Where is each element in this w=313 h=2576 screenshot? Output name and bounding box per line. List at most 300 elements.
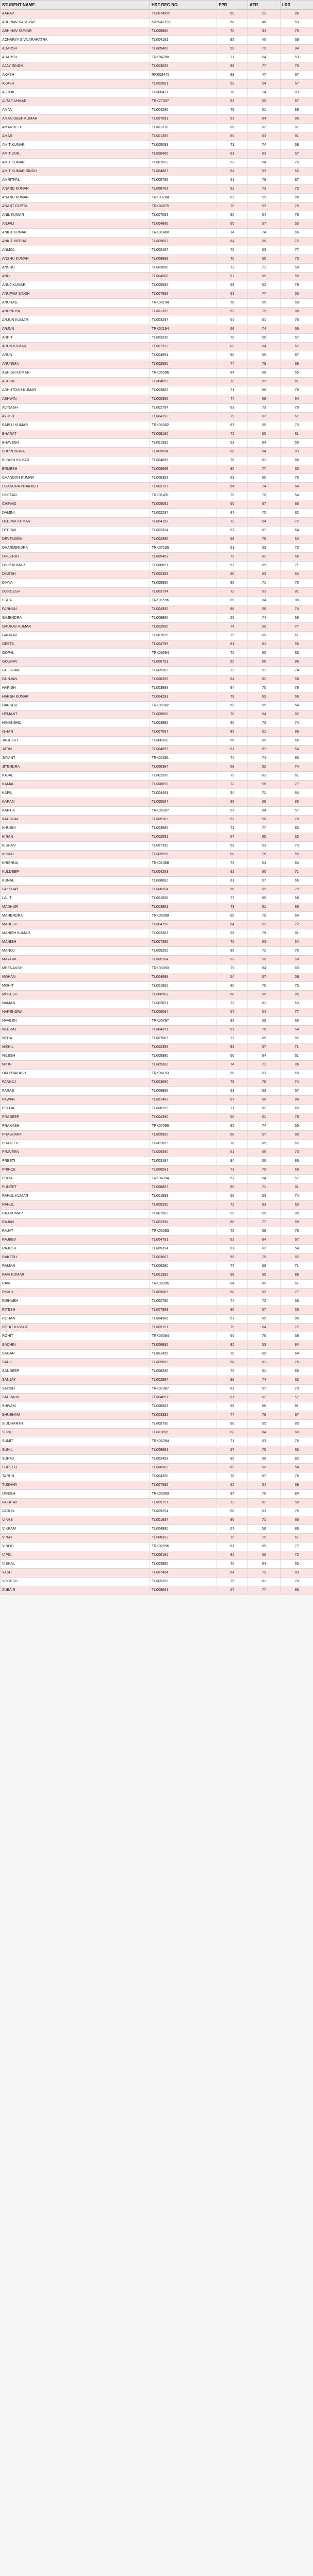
reg-no-cell: TLK07582 bbox=[150, 1210, 217, 1218]
table-row bbox=[1, 430, 313, 439]
afr-cell: 74 bbox=[248, 325, 281, 334]
student-name-cell: ANSHU bbox=[1, 264, 150, 273]
lrr-cell: 75 bbox=[281, 579, 313, 588]
ppr-cell: 61 bbox=[217, 290, 248, 299]
ppr-cell: 86 bbox=[217, 1218, 248, 1227]
ppr-cell: 52 bbox=[217, 185, 248, 194]
afr-cell: 64 bbox=[248, 1175, 281, 1183]
lrr-cell: 54 bbox=[281, 702, 313, 710]
lrr-cell: 72 bbox=[281, 1551, 313, 1560]
afr-cell: 61 bbox=[248, 1367, 281, 1376]
table-row bbox=[1, 19, 313, 27]
student-name-cell: JAYANT bbox=[1, 754, 150, 763]
student-name-cell: SAHIL bbox=[1, 1359, 150, 1367]
student-name-cell: PRIYA bbox=[1, 1175, 150, 1183]
lrr-cell: 82 bbox=[281, 710, 313, 719]
afr-cell: 59 bbox=[248, 1455, 281, 1464]
student-name-cell: ANIL KUMAR bbox=[1, 211, 150, 220]
afr-cell: 80 bbox=[248, 1464, 281, 1472]
reg-no-cell: TRK07195 bbox=[150, 544, 217, 553]
ppr-cell: 66 bbox=[217, 1192, 248, 1201]
lrr-cell: 86 bbox=[281, 728, 313, 737]
afr-cell: 77 bbox=[248, 1586, 281, 1595]
lrr-cell: 71 bbox=[281, 1262, 313, 1271]
table-row bbox=[1, 1429, 313, 1437]
afr-cell: 84 bbox=[248, 115, 281, 124]
reg-no-cell: TLK06384 bbox=[150, 763, 217, 772]
table-row bbox=[1, 185, 313, 194]
lrr-cell: 53 bbox=[281, 465, 313, 474]
reg-no-cell: TLK09191 bbox=[150, 1324, 217, 1332]
student-name-cell: KARTIK bbox=[1, 807, 150, 816]
afr-cell: 73 bbox=[248, 1569, 281, 1578]
reg-no-cell: TLK04491 bbox=[150, 789, 217, 798]
table-row bbox=[1, 1122, 313, 1131]
reg-no-cell: TLK05683 bbox=[150, 1359, 217, 1367]
afr-cell: 58 bbox=[248, 1227, 281, 1236]
table-row bbox=[1, 316, 313, 325]
lrr-cell: 75 bbox=[281, 159, 313, 167]
table-row bbox=[1, 255, 313, 264]
table-row bbox=[1, 1035, 313, 1043]
afr-cell: 83 bbox=[248, 413, 281, 421]
ppr-cell: 66 bbox=[217, 1052, 248, 1061]
reg-no-cell: TLK03895 bbox=[150, 719, 217, 728]
ppr-cell: 74 bbox=[217, 623, 248, 632]
student-name-cell: BABLU KUMAR bbox=[1, 421, 150, 430]
ppr-cell: 90 bbox=[217, 351, 248, 360]
student-name-cell: CHETAN bbox=[1, 492, 150, 500]
afr-cell: 47 bbox=[248, 71, 281, 80]
reg-no-cell: TLK09691 bbox=[150, 1586, 217, 1595]
reg-no-cell: TLK08390 bbox=[150, 675, 217, 684]
student-name-cell: MANOJ bbox=[1, 947, 150, 956]
student-name-cell: KAMAL bbox=[1, 781, 150, 789]
table-row bbox=[1, 1341, 313, 1350]
reg-no-cell: TLK08763 bbox=[150, 185, 217, 194]
afr-cell: 48 bbox=[248, 19, 281, 27]
reg-no-cell: TLK05596 bbox=[150, 851, 217, 859]
lrr-cell: 68 bbox=[281, 956, 313, 964]
ppr-cell: 68 bbox=[217, 991, 248, 999]
table-row bbox=[1, 710, 313, 719]
reg-no-cell: TLK01687 bbox=[150, 1516, 217, 1525]
ppr-cell: 71 bbox=[217, 824, 248, 833]
afr-cell: 68 bbox=[248, 1262, 281, 1271]
lrr-cell: 77 bbox=[281, 1289, 313, 1297]
table-row bbox=[1, 1437, 313, 1446]
reg-no-cell: TRK07387 bbox=[150, 1385, 217, 1394]
reg-no-cell: TLK03885 bbox=[150, 386, 217, 395]
student-name-cell: ANKIT MEENA bbox=[1, 238, 150, 246]
afr-cell: 55 bbox=[248, 97, 281, 106]
ppr-cell: 61 bbox=[217, 1543, 248, 1551]
reg-no-cell: TLK07093 bbox=[150, 115, 217, 124]
student-name-cell: SONU bbox=[1, 1429, 150, 1437]
afr-cell: 66 bbox=[248, 386, 281, 395]
afr-cell: 52 bbox=[248, 921, 281, 929]
afr-cell: 84 bbox=[248, 597, 281, 605]
reg-no-cell: TLK03184 bbox=[150, 1157, 217, 1166]
student-name-cell: LALIT bbox=[1, 894, 150, 903]
lrr-cell: 59 bbox=[281, 299, 313, 308]
ppr-cell: 61 bbox=[217, 745, 248, 754]
lrr-cell: 82 bbox=[281, 1455, 313, 1464]
reg-no-cell: TLK07693 bbox=[150, 159, 217, 167]
ppr-cell: 82 bbox=[217, 1341, 248, 1350]
student-name-cell: TUSHAR bbox=[1, 1481, 150, 1490]
lrr-cell: 77 bbox=[281, 1008, 313, 1017]
lrr-cell: 86 bbox=[281, 1061, 313, 1070]
lrr-cell: 81 bbox=[281, 1183, 313, 1192]
ppr-cell: 87 bbox=[217, 509, 248, 518]
afr-cell: 55 bbox=[248, 299, 281, 308]
student-name-cell: KAUSHAL bbox=[1, 816, 150, 824]
ppr-cell: 70 bbox=[217, 202, 248, 211]
ppr-cell: 79 bbox=[217, 632, 248, 640]
lrr-cell: 72 bbox=[281, 921, 313, 929]
reg-no-cell: TLK01892 bbox=[150, 982, 217, 991]
ppr-cell: 83 bbox=[217, 816, 248, 824]
ppr-cell: 52 bbox=[217, 159, 248, 167]
lrr-cell: 75 bbox=[281, 1507, 313, 1516]
afr-cell: 66 bbox=[248, 1210, 281, 1218]
reg-no-cell: TRK02681 bbox=[150, 754, 217, 763]
student-name-cell: ARUN bbox=[1, 351, 150, 360]
reg-no-cell: TLK01393 bbox=[150, 308, 217, 316]
ppr-cell: 96 bbox=[217, 62, 248, 71]
reg-no-cell: TLK02297 bbox=[150, 509, 217, 518]
table-row bbox=[1, 334, 313, 343]
reg-no-cell: TLK03392 bbox=[150, 1411, 217, 1420]
afr-cell: 84 bbox=[248, 343, 281, 351]
lrr-cell: 76 bbox=[281, 474, 313, 483]
reg-no-cell: TLK08583 bbox=[150, 991, 217, 999]
afr-cell: 62 bbox=[248, 1245, 281, 1253]
afr-cell: 66 bbox=[248, 658, 281, 667]
reg-no-cell: TRK02596 bbox=[150, 1543, 217, 1551]
ppr-cell: 72 bbox=[217, 999, 248, 1008]
table-row bbox=[1, 745, 313, 754]
ppr-cell: 72 bbox=[217, 588, 248, 597]
student-name-cell: DIVYA bbox=[1, 579, 150, 588]
lrr-cell: 83 bbox=[281, 964, 313, 973]
ppr-cell: 74 bbox=[217, 754, 248, 763]
reg-no-cell: TLK06895 bbox=[150, 1087, 217, 1096]
afr-cell: 63 bbox=[248, 1070, 281, 1078]
reg-no-cell: TRK06287 bbox=[150, 807, 217, 816]
reg-no-cell: TRK03584 bbox=[150, 1332, 217, 1341]
reg-no-cell: TLK05990 bbox=[150, 1052, 217, 1061]
lrr-cell: 53 bbox=[281, 290, 313, 299]
afr-cell: 67 bbox=[248, 973, 281, 982]
table-row bbox=[1, 1096, 313, 1105]
afr-cell: 75 bbox=[248, 982, 281, 991]
reg-no-cell: TLK07494 bbox=[150, 1569, 217, 1578]
student-name-cell: AMIT KUMAR bbox=[1, 141, 150, 150]
ppr-cell: 72 bbox=[217, 518, 248, 527]
afr-cell: 71 bbox=[248, 264, 281, 273]
student-name-cell: AMIT KUMAR bbox=[1, 159, 150, 167]
student-name-cell: MUKESH bbox=[1, 991, 150, 999]
ppr-cell: 84 bbox=[217, 1280, 248, 1289]
afr-cell: 53 bbox=[248, 842, 281, 851]
ppr-cell: 84 bbox=[217, 684, 248, 693]
table-row bbox=[1, 1534, 313, 1543]
lrr-cell: 83 bbox=[281, 89, 313, 97]
ppr-cell: 85 bbox=[217, 465, 248, 474]
lrr-cell: 57 bbox=[281, 80, 313, 89]
reg-no-cell: TLK03794 bbox=[150, 588, 217, 597]
student-name-cell: GAURAV bbox=[1, 632, 150, 640]
lrr-cell: 81 bbox=[281, 124, 313, 132]
student-name-cell: PREETI bbox=[1, 1157, 150, 1166]
afr-cell: 63 bbox=[248, 570, 281, 579]
student-name-cell: RAJESH bbox=[1, 1245, 150, 1253]
ppr-cell: 62 bbox=[217, 1481, 248, 1490]
reg-no-cell: TRK08194 bbox=[150, 299, 217, 308]
lrr-cell: 86 bbox=[281, 1271, 313, 1280]
ppr-cell: 61 bbox=[217, 1026, 248, 1035]
ppr-cell: 71 bbox=[217, 1105, 248, 1113]
reg-no-cell: TLK04699 bbox=[150, 456, 217, 465]
ppr-cell: 59 bbox=[217, 535, 248, 544]
student-name-cell: HARSHIT bbox=[1, 702, 150, 710]
table-row bbox=[1, 1131, 313, 1140]
lrr-cell: 86 bbox=[281, 1586, 313, 1595]
reg-no-cell: TLK09294 bbox=[150, 1507, 217, 1516]
afr-cell: 67 bbox=[248, 527, 281, 535]
table-row bbox=[1, 649, 313, 658]
lrr-cell: 83 bbox=[281, 1569, 313, 1578]
reg-no-cell: TLK05483 bbox=[150, 553, 217, 562]
table-row bbox=[1, 1350, 313, 1359]
afr-cell: 84 bbox=[248, 1236, 281, 1245]
reg-no-cell: TLK05786 bbox=[150, 176, 217, 185]
table-row bbox=[1, 1236, 313, 1245]
reg-no-cell: TLK04693 bbox=[150, 745, 217, 754]
student-name-cell: ASHISH KUMAR bbox=[1, 369, 150, 378]
lrr-cell: 84 bbox=[281, 45, 313, 54]
afr-cell: 59 bbox=[248, 378, 281, 386]
reg-no-cell: TLK03990 bbox=[150, 1560, 217, 1569]
table-row bbox=[1, 1043, 313, 1052]
table-row bbox=[1, 281, 313, 290]
student-name-cell: ANU bbox=[1, 273, 150, 281]
table-row bbox=[1, 579, 313, 588]
lrr-cell: 81 bbox=[281, 588, 313, 597]
table-row bbox=[1, 675, 313, 684]
ppr-cell: 63 bbox=[217, 956, 248, 964]
ppr-cell: 88 bbox=[217, 605, 248, 614]
reg-no-cell: TLK06891 bbox=[150, 562, 217, 570]
table-row bbox=[1, 1324, 313, 1332]
afr-cell: 53 bbox=[248, 1192, 281, 1201]
table-row bbox=[1, 553, 313, 562]
reg-no-cell: TLK04193 bbox=[150, 518, 217, 527]
table-row bbox=[1, 1472, 313, 1481]
ppr-cell: 75 bbox=[217, 246, 248, 255]
ppr-cell: 64 bbox=[217, 483, 248, 492]
ppr-cell: 79 bbox=[217, 1578, 248, 1586]
lrr-cell: 59 bbox=[281, 1218, 313, 1227]
table-row bbox=[1, 1157, 313, 1166]
reg-no-cell: TRK04394 bbox=[150, 1175, 217, 1183]
afr-cell: 53 bbox=[248, 544, 281, 553]
afr-cell: 75 bbox=[248, 1253, 281, 1262]
reg-no-cell: TLK05692 bbox=[150, 281, 217, 290]
table-row bbox=[1, 150, 313, 159]
table-row bbox=[1, 833, 313, 842]
lrr-cell: 83 bbox=[281, 824, 313, 833]
reg-no-cell: TRK06596 bbox=[150, 369, 217, 378]
student-name-cell: ABHINAV KASHYAP bbox=[1, 19, 150, 27]
table-row bbox=[1, 842, 313, 851]
table-row bbox=[1, 308, 313, 316]
ppr-cell: 72 bbox=[217, 1201, 248, 1210]
ppr-cell: 86 bbox=[217, 1516, 248, 1525]
ppr-cell: 75 bbox=[217, 1227, 248, 1236]
afr-cell: 57 bbox=[248, 1385, 281, 1394]
reg-no-cell: TRK01491 bbox=[150, 492, 217, 500]
ppr-cell: 52 bbox=[217, 80, 248, 89]
table-row bbox=[1, 1183, 313, 1192]
reg-no-cell: TLK01592 bbox=[150, 1271, 217, 1280]
ppr-cell: 84 bbox=[217, 1157, 248, 1166]
lrr-cell: 67 bbox=[281, 1411, 313, 1420]
lrr-cell: 54 bbox=[281, 1245, 313, 1253]
table-row bbox=[1, 623, 313, 632]
reg-no-cell: TLK02590 bbox=[150, 623, 217, 632]
ppr-cell: 68 bbox=[217, 763, 248, 772]
reg-no-cell: TLK08989 bbox=[150, 255, 217, 264]
table-row bbox=[1, 781, 313, 789]
reg-no-cell: TLK02994 bbox=[150, 1376, 217, 1385]
afr-cell: 80 bbox=[248, 868, 281, 877]
afr-cell: 72 bbox=[248, 1297, 281, 1306]
student-name-cell: VINOD bbox=[1, 1543, 150, 1551]
student-name-cell: AJAY SINGH bbox=[1, 62, 150, 71]
ppr-cell: 60 bbox=[217, 570, 248, 579]
reg-no-cell: TLK04588 bbox=[150, 273, 217, 281]
table-row bbox=[1, 1455, 313, 1464]
ppr-cell: 76 bbox=[217, 299, 248, 308]
afr-cell: 79 bbox=[248, 360, 281, 369]
afr-cell: 53 bbox=[248, 1341, 281, 1350]
ppr-cell: 79 bbox=[217, 772, 248, 781]
afr-cell: 34 bbox=[248, 27, 281, 36]
afr-cell: 61 bbox=[248, 316, 281, 325]
lrr-cell: 89 bbox=[281, 106, 313, 115]
reg-no-cell: TLK07595 bbox=[150, 1481, 217, 1490]
lrr-cell: 75 bbox=[281, 27, 313, 36]
table-row bbox=[1, 667, 313, 675]
ppr-cell: 56 bbox=[217, 1359, 248, 1367]
ppr-cell: 83 bbox=[217, 343, 248, 351]
afr-cell: 55 bbox=[248, 1271, 281, 1280]
ppr-cell: 55 bbox=[217, 1253, 248, 1262]
student-name-cell: MOHAN bbox=[1, 973, 150, 982]
afr-cell: 64 bbox=[248, 211, 281, 220]
table-row bbox=[1, 702, 313, 710]
lrr-cell: 57 bbox=[281, 1175, 313, 1183]
reg-no-cell: TRK03083 bbox=[150, 1490, 217, 1499]
afr-cell: 54 bbox=[248, 518, 281, 527]
table-row bbox=[1, 27, 313, 36]
lrr-cell: 61 bbox=[281, 1280, 313, 1289]
table-row bbox=[1, 202, 313, 211]
student-name-cell: ISHAN bbox=[1, 728, 150, 737]
lrr-cell: 73 bbox=[281, 1385, 313, 1394]
table-row bbox=[1, 1227, 313, 1236]
lrr-cell: 81 bbox=[281, 430, 313, 439]
lrr-cell: 76 bbox=[281, 1437, 313, 1446]
reg-no-cell: TLK02383 bbox=[150, 570, 217, 579]
reg-no-cell: TLK06689 bbox=[150, 465, 217, 474]
student-name-cell: VISHAL bbox=[1, 1560, 150, 1569]
table-row bbox=[1, 45, 313, 54]
afr-cell: 84 bbox=[248, 1052, 281, 1061]
afr-cell: 77 bbox=[248, 824, 281, 833]
reg-no-cell: TLK04799 bbox=[150, 640, 217, 649]
afr-cell: 64 bbox=[248, 159, 281, 167]
ppr-cell: 57 bbox=[217, 562, 248, 570]
ppr-cell: 82 bbox=[217, 1551, 248, 1560]
student-name-cell: GAURAV KUMAR bbox=[1, 623, 150, 632]
lrr-cell: 61 bbox=[281, 1052, 313, 1061]
table-row bbox=[1, 1560, 313, 1569]
table-row bbox=[1, 921, 313, 929]
reg-no-cell: TLK09180 bbox=[150, 430, 217, 439]
table-row bbox=[1, 124, 313, 132]
afr-cell: 64 bbox=[248, 807, 281, 816]
table-row bbox=[1, 351, 313, 360]
afr-cell: 52 bbox=[248, 763, 281, 772]
table-row bbox=[1, 1578, 313, 1586]
reg-no-cell: TLK05791 bbox=[150, 1499, 217, 1507]
reg-no-cell: TLK03394 bbox=[150, 527, 217, 535]
reg-no-cell: TLK05594 bbox=[150, 798, 217, 807]
afr-cell: 58 bbox=[248, 1525, 281, 1534]
table-row bbox=[1, 527, 313, 535]
ppr-cell: 79 bbox=[217, 413, 248, 421]
table-row bbox=[1, 378, 313, 386]
afr-cell: 56 bbox=[248, 238, 281, 246]
table-row bbox=[1, 1499, 313, 1507]
student-name-cell: PRADEEP bbox=[1, 1113, 150, 1122]
afr-cell: 54 bbox=[248, 80, 281, 89]
student-name-cell: ARPIT bbox=[1, 334, 150, 343]
ppr-cell: 69 bbox=[217, 1271, 248, 1280]
student-name-cell: ANUJ KUMAR bbox=[1, 281, 150, 290]
reg-no-cell: TLK03297 bbox=[150, 316, 217, 325]
lrr-cell: 54 bbox=[281, 938, 313, 947]
table-row bbox=[1, 299, 313, 308]
student-name-cell: ROHAN bbox=[1, 1315, 150, 1324]
ppr-cell: 84 bbox=[217, 1490, 248, 1499]
afr-cell: 78 bbox=[248, 1411, 281, 1420]
ppr-cell: 70 bbox=[217, 27, 248, 36]
reg-no-cell: TLK09790 bbox=[150, 1420, 217, 1429]
student-name-cell: BHUPENDRA bbox=[1, 448, 150, 456]
table-row bbox=[1, 658, 313, 667]
reg-no-cell: TLK08292 bbox=[150, 1105, 217, 1113]
reg-no-cell: TLK04283 bbox=[150, 868, 217, 877]
lrr-cell: 57 bbox=[281, 1394, 313, 1402]
lrr-cell: 55 bbox=[281, 640, 313, 649]
table-row bbox=[1, 500, 313, 509]
reg-no-cell: TLK05890 bbox=[150, 710, 217, 719]
